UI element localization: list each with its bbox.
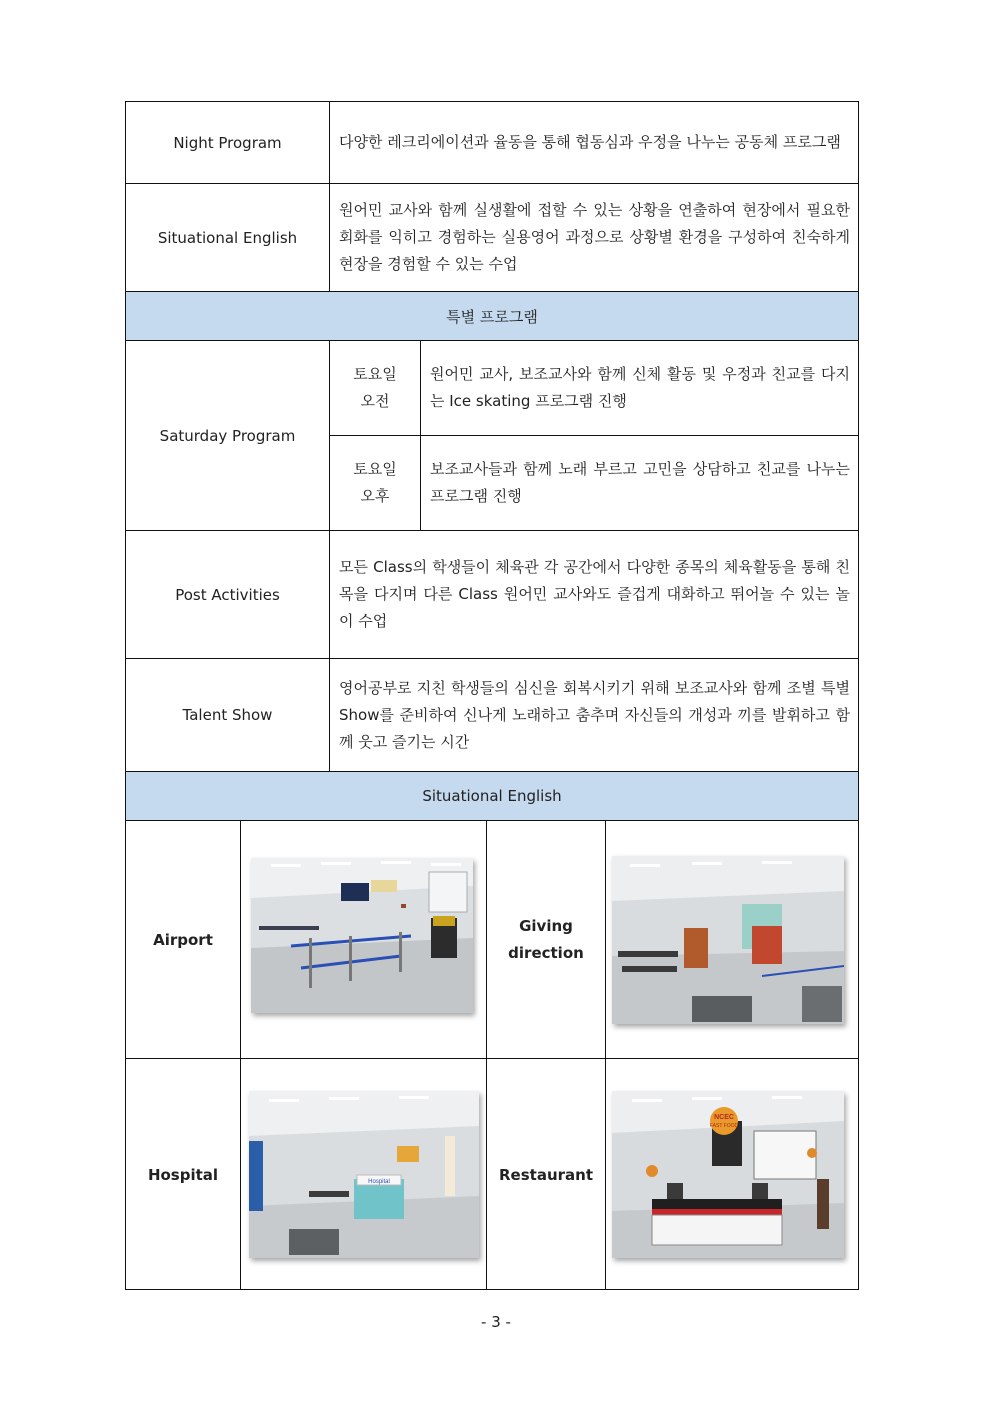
hospital-photo-cell: [241, 1059, 487, 1290]
restaurant-photo: [612, 1091, 844, 1258]
row-gallery-1: [126, 821, 858, 1059]
talent-show-label: Talent Show: [126, 659, 330, 771]
ncec-sign-text: NCEC: [714, 1114, 734, 1121]
saturday-pm-label: 토요일 오후: [330, 436, 421, 530]
saturday-am-row: [330, 341, 858, 436]
row-situational-header: [126, 772, 858, 821]
row-night-program: [126, 102, 858, 184]
hospital-label: Hospital: [126, 1059, 241, 1290]
saturday-pm-desc: 보조교사들과 함께 노래 부르고 고민을 상담하고 친교를 나누는 프로그램 진행: [430, 460, 850, 505]
giving-direction-photo-cell: [606, 821, 858, 1058]
night-program-desc: 다양한 레크리에이션과 율동을 통해 협동심과 우정을 나누는 공동체 프로그램: [339, 133, 841, 151]
post-activities-desc: 모든 Class의 학생들이 체육관 각 공간에서 다양한 종목의 체육활동을 통해 친목을 다지며 다른 Class 원어민 교사와도 즐겁게 대화하고 뛰어놀 수 있는 놀이 수업: [339, 558, 850, 630]
saturday-am-desc: 원어민 교사, 보조교사와 함께 신체 활동 및 우정과 친교를 다지는 Ice skating 프로그램 진행: [430, 365, 850, 410]
hospital-photo: [249, 1091, 479, 1258]
row-special-header: [126, 292, 858, 341]
hospital-sign-text: Hospital: [368, 1179, 390, 1185]
giving-direction-photo: [612, 856, 844, 1024]
saturday-program-label: Saturday Program: [126, 341, 330, 530]
special-program-header: 특별 프로그램: [126, 292, 858, 340]
restaurant-photo-cell: [606, 1059, 858, 1290]
saturday-pm-row: [330, 436, 858, 530]
airport-label: Airport: [126, 821, 241, 1058]
giving-direction-label: Giving direction: [487, 821, 606, 1058]
airport-photo-cell: [241, 821, 487, 1058]
row-saturday-program: [126, 341, 858, 531]
saturday-am-label: 토요일 오전: [330, 341, 421, 435]
row-talent-show: [126, 659, 858, 772]
row-post-activities: [126, 531, 858, 659]
talent-show-desc: 영어공부로 지친 학생들의 심신을 회복시키기 위해 보조교사와 함께 조별 특별 Show를 준비하여 신나게 노래하고 춤추며 자신들의 개성과 끼를 발휘하고 함께 웃고 즐기는 시간: [339, 678, 850, 751]
row-situational-english: [126, 184, 858, 292]
program-table: [125, 101, 859, 1290]
row-gallery-2: [126, 1059, 858, 1290]
situational-english-label: Situational English: [126, 184, 330, 291]
post-activities-label: Post Activities: [126, 531, 330, 658]
airport-photo: [251, 858, 473, 1013]
fastfood-sign-text: FAST FOOD: [709, 1123, 739, 1129]
page-number: - 3 -: [481, 1313, 511, 1331]
restaurant-label: Restaurant: [487, 1059, 606, 1290]
night-program-label: Night Program: [126, 102, 330, 183]
situational-english-desc: 원어민 교사와 함께 실생활에 접할 수 있는 상황을 연출하여 현장에서 필요한 회화를 익히고 경험하는 실용영어 과정으로 상황별 환경을 구성하여 친숙하게 현장을 경험할 수 있는 수업: [339, 201, 850, 273]
situational-english-header: Situational English: [126, 772, 858, 820]
